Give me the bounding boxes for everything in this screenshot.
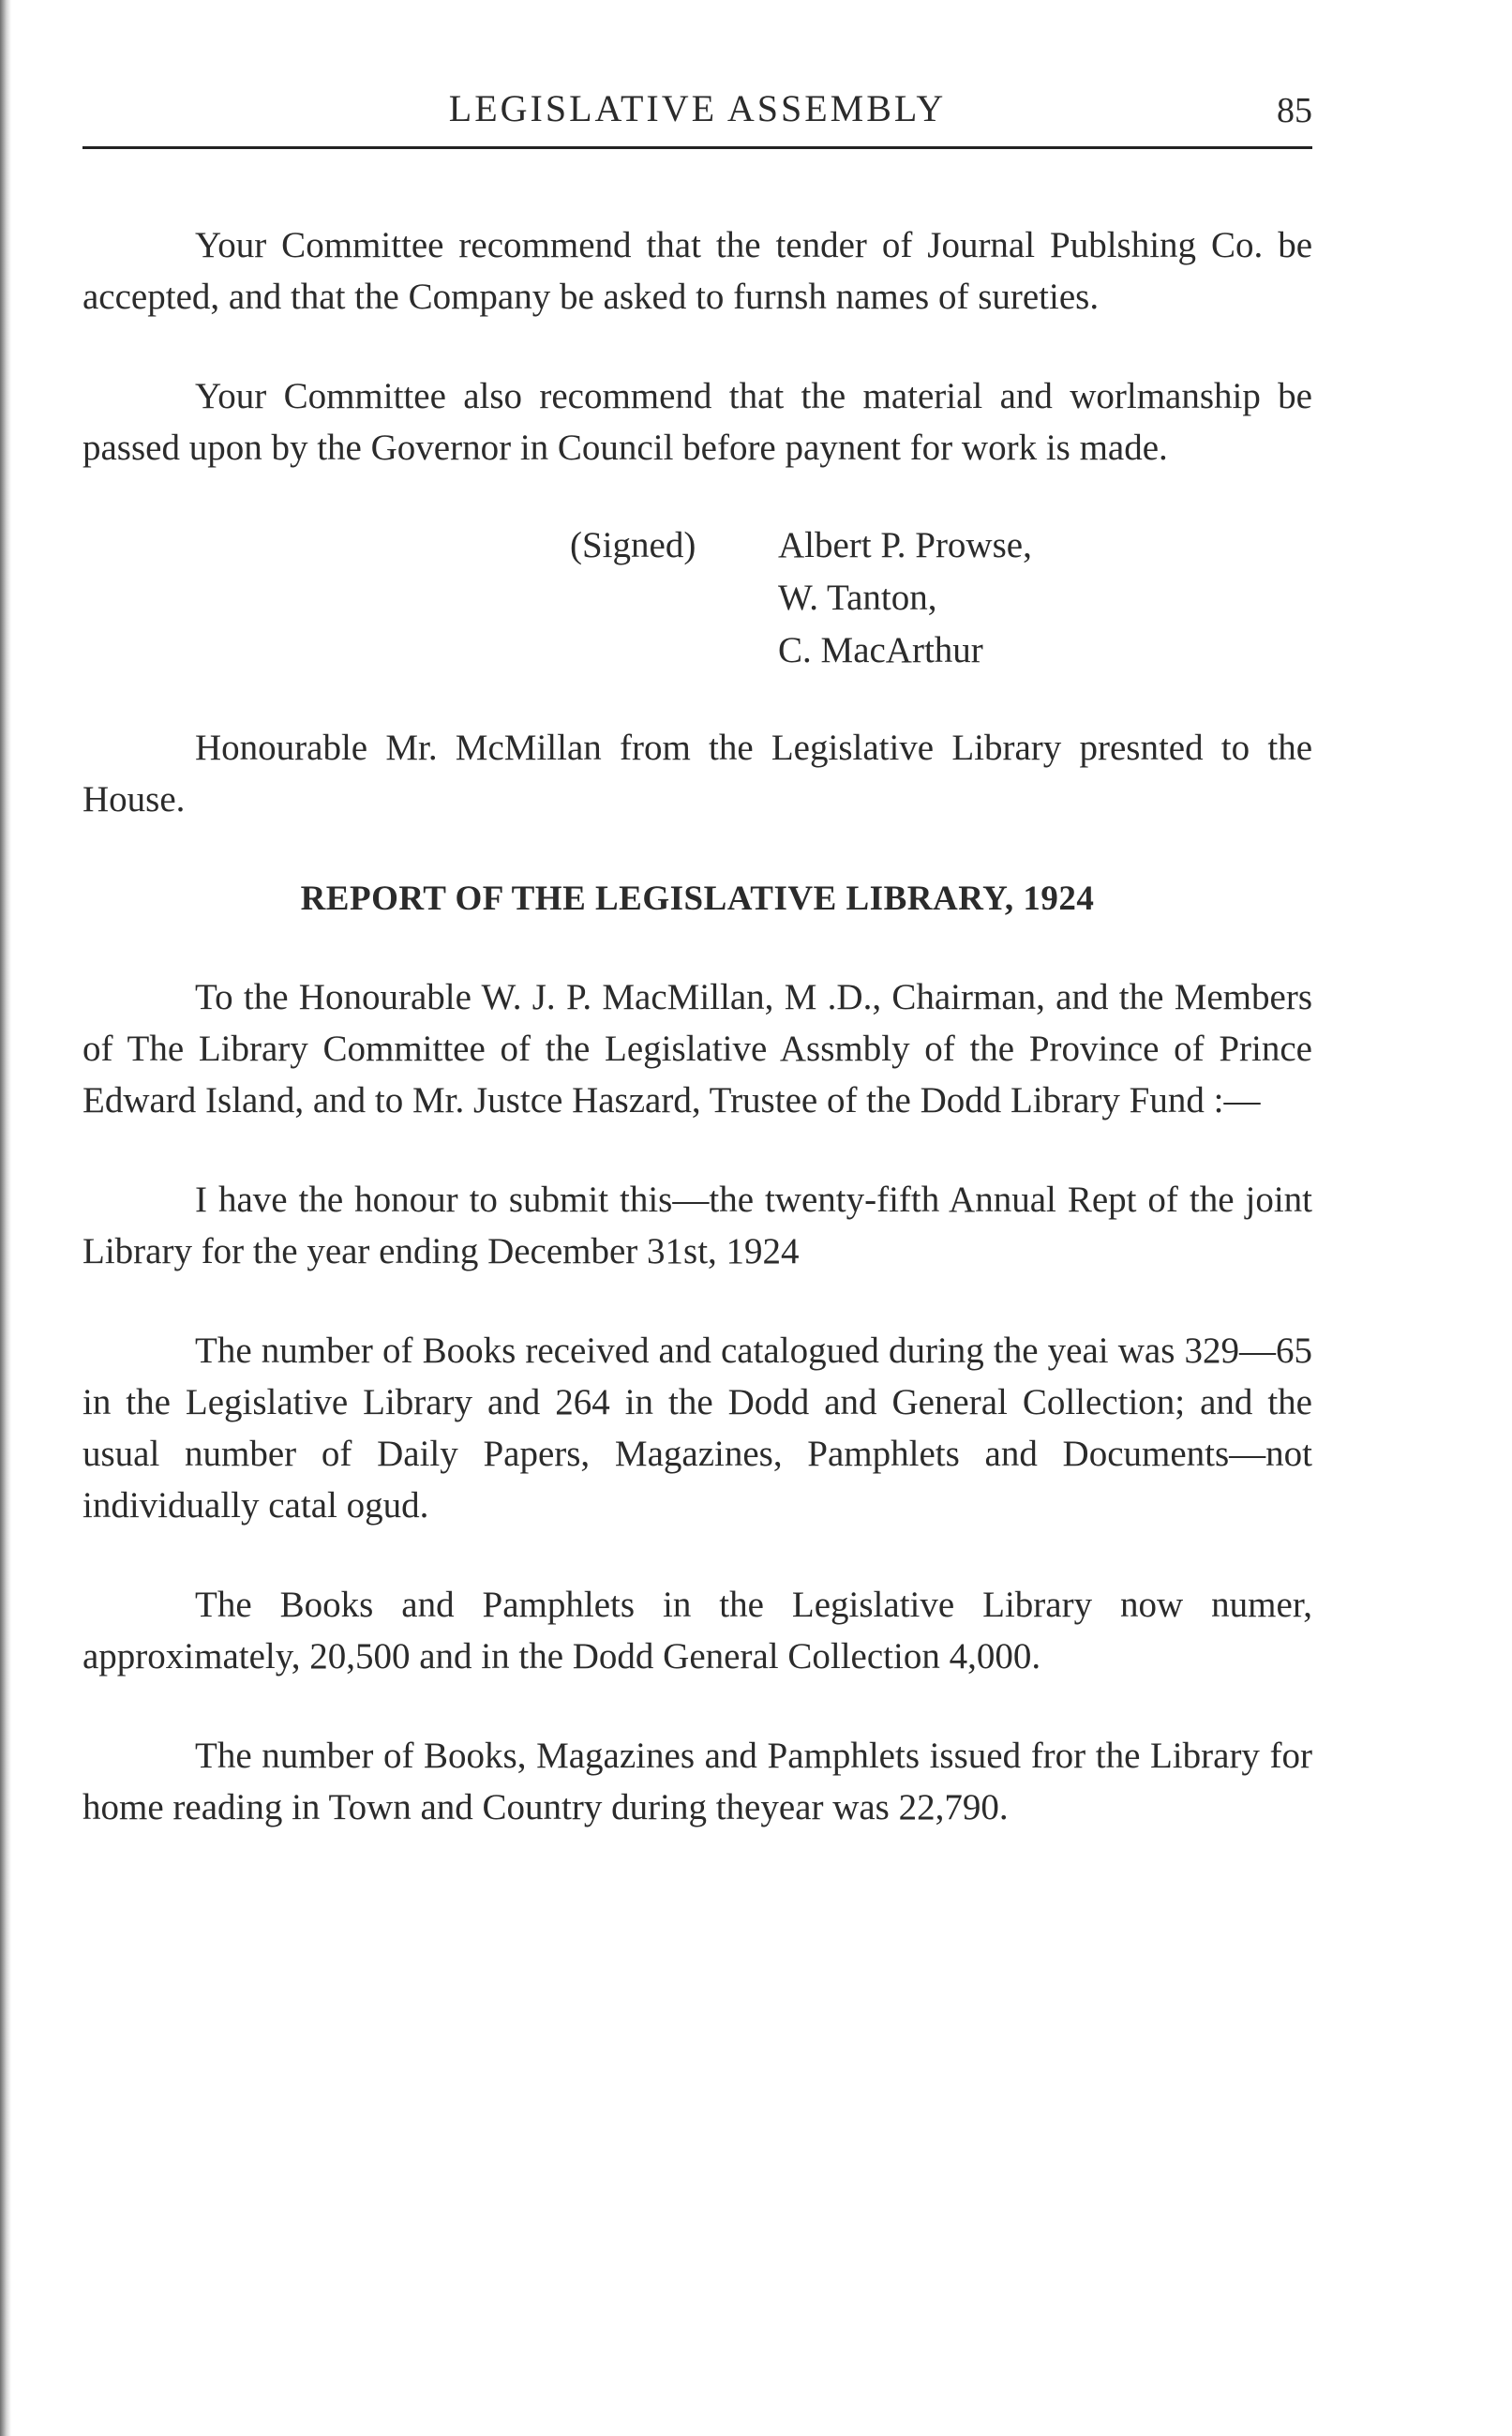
report-submit-paragraph: I have the honour to submit this—the twenty-fifth Annual Rept of the joint Library for the year ending December 31st, 1924 (82, 1180, 1312, 1271)
signed-label: (Signed) (570, 525, 696, 565)
page-number: 85 (1277, 91, 1312, 130)
committee-paragraph-tender: Your Committee recommend that the tender of Journal Publshing Co. be accepted, and that the Company be asked to furnsh names of sureties. (82, 225, 1312, 317)
body-text (82, 219, 1312, 1881)
report-books-received-paragraph: The number of Books received and catalogued during the yeai was 329—65 in the Legislative Library and 264 in the Dodd and General Collection; and the usual number of Daily Papers, Magazines, Pamphlets and Documents—not individually catal ogud. (82, 1331, 1312, 1526)
running-title: LEGISLATIVE ASSEMBLY (448, 87, 947, 129)
signatory-name: C. MacArthur (778, 630, 983, 670)
report-books-count-paragraph: The Books and Pamphlets in the Legislative Library now numer, approximately, 20,500 and in the Dodd General Collection 4,000. (82, 1585, 1312, 1677)
committee-paragraph-material: Your Committee also recommend that the material and worlmanship be passed upon by the Governor in Council before paynent for work is made. (82, 376, 1312, 468)
presented-paragraph: Honourable Mr. McMillan from the Legislative Library presnted to the House. (82, 728, 1312, 820)
running-head (82, 83, 1312, 139)
header-rule (82, 146, 1312, 149)
signatory-name: Albert P. Prowse, (778, 525, 1032, 565)
report-address-paragraph: To the Honourable W. J. P. MacMillan, M .D., Chairman, and the Members of The Library Committee of the Legislative Assmbly of the Province of Prince Edward Island, and to Mr. Justce Haszard, Trustee of the Dodd Library Fund :— (82, 977, 1312, 1120)
scan-edge-shadow (0, 0, 11, 2436)
signatories (778, 519, 1032, 677)
report-heading: REPORT OF THE LEGISLATIVE LIBRARY, 1924 (300, 880, 1095, 918)
signature-block (570, 519, 1312, 677)
signatory-name: W. Tanton, (778, 578, 937, 618)
report-issued-paragraph: The number of Books, Magazines and Pamphlets issued fror the Library for home reading in Town and Country during theyear was 22,790. (82, 1736, 1312, 1827)
